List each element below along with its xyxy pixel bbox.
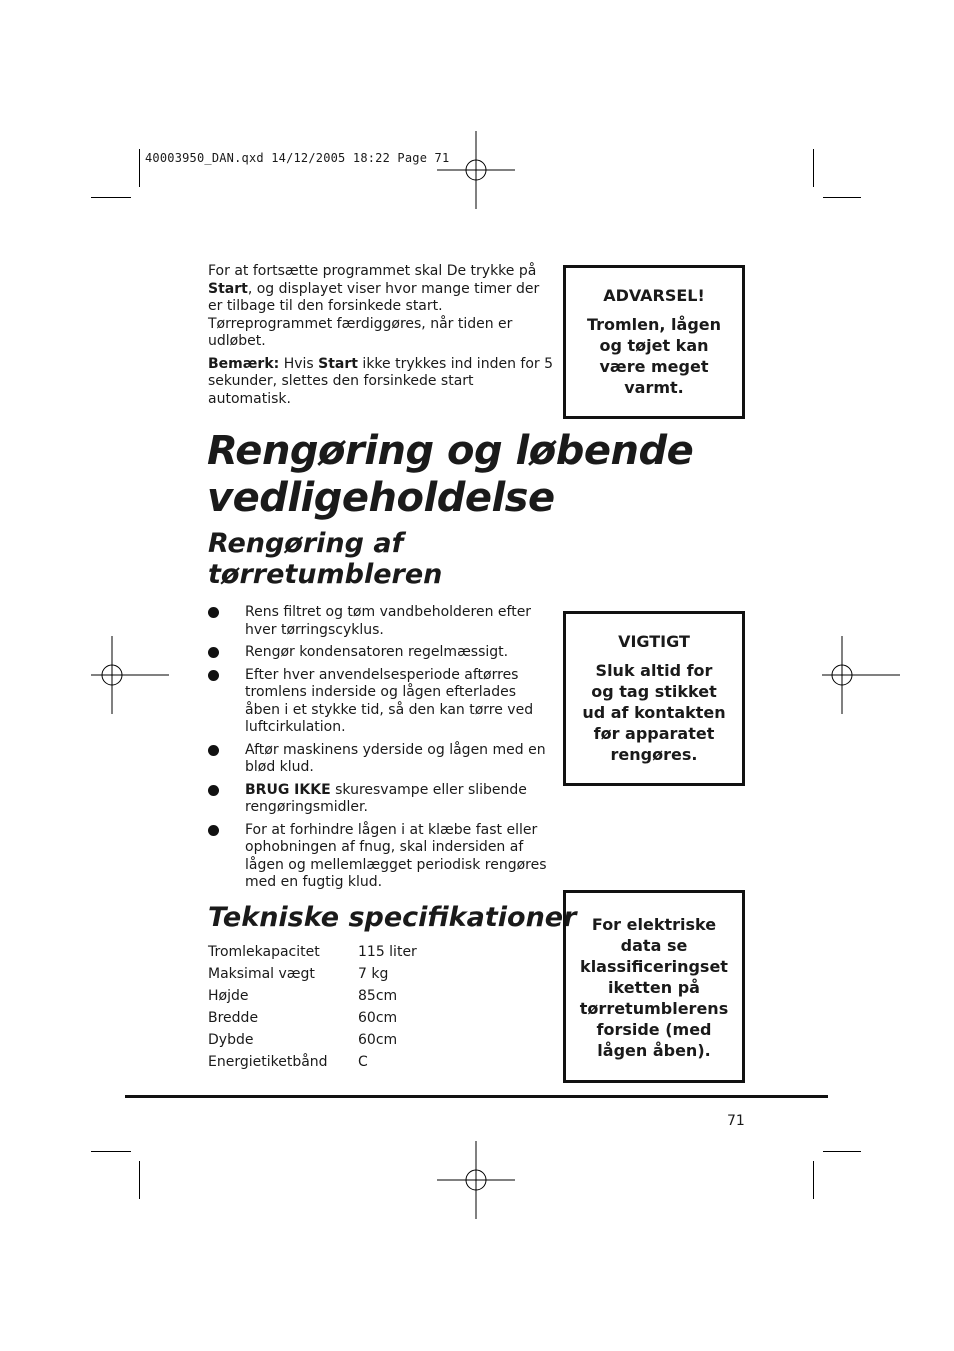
section-heading-cleaning — [208, 528, 442, 590]
spec-label: Tromlekapacitet — [208, 944, 320, 960]
spec-label: Bredde — [208, 1010, 259, 1026]
electric-data-box — [563, 890, 745, 1083]
crop-mark — [823, 1151, 861, 1152]
text-run: Rens filtret og tøm vandbeholderen efter hver tørringscyklus. — [245, 604, 532, 638]
spec-label: Højde — [208, 988, 249, 1004]
text-run: For at fortsætte programmet skal De trykke på — [208, 263, 537, 279]
print-slug: 40003950_DAN.qxd 14/12/2005 18:22 Page 71 — [145, 151, 450, 165]
registration-mark-bottom-icon — [437, 1141, 515, 1219]
list-item — [208, 742, 553, 777]
text-run: skuresvampe eller slibende rengøringsmidler. — [245, 781, 527, 815]
crop-mark — [813, 149, 814, 187]
page-number: 71 — [727, 1113, 745, 1129]
note-label: Bemærk: — [208, 355, 280, 372]
list-item — [208, 604, 553, 639]
text-run: ikke trykkes ind inden for 5 sekunder, slettes den forsinkede start automatisk. — [208, 355, 553, 407]
specs-table — [208, 944, 417, 1076]
crop-mark — [813, 1161, 814, 1199]
list-item — [208, 644, 553, 662]
spec-label: Maksimal vægt — [208, 966, 315, 982]
spec-value: 85cm — [358, 988, 398, 1004]
bullet-icon — [208, 745, 219, 756]
spec-value: 7 kg — [358, 966, 389, 982]
warning-box — [563, 265, 745, 419]
text-run: , og displayet viser hvor mange timer der er tilbage til den forsinkede start. Tørreprogrammet færdiggøres, når tiden er udløbet. — [208, 280, 540, 349]
crop-mark — [91, 1151, 131, 1152]
list-item — [208, 667, 553, 737]
bullet-icon — [208, 785, 219, 796]
registration-mark-right-icon — [822, 636, 900, 714]
warning-heading: ADVARSEL! — [603, 286, 705, 305]
table-row — [208, 1010, 417, 1032]
text-run: Aftør maskinens yderside og lågen med en blød klud. — [245, 741, 546, 775]
electric-data-text: For elektriske data se klassificeringsetiketten på tørretumblerens forside (med lågen åben). — [579, 915, 729, 1060]
warning-text: Tromlen, lågen og tøjet kan være meget varmt. — [586, 315, 722, 397]
spec-value: 115 liter — [358, 944, 417, 960]
page-title — [207, 428, 693, 522]
intro-text — [208, 263, 553, 413]
bold-run: BRUG IKKE — [245, 781, 331, 798]
title-line: Rengøring og løbende — [207, 428, 694, 474]
table-row — [208, 988, 417, 1010]
crop-mark — [139, 1161, 140, 1199]
spec-value: 60cm — [358, 1010, 398, 1026]
heading-line: tørretumbleren — [208, 559, 443, 590]
bullet-icon — [208, 825, 219, 836]
cleaning-list — [208, 604, 553, 897]
intro-paragraph — [208, 263, 553, 351]
heading-line: Rengøring af — [208, 528, 404, 559]
crop-mark — [139, 149, 140, 187]
table-row — [208, 966, 417, 988]
table-row — [208, 1054, 417, 1076]
table-row — [208, 944, 417, 966]
list-item — [208, 782, 553, 817]
list-item — [208, 822, 553, 892]
bullet-icon — [208, 607, 219, 618]
text-run: Efter hver anvendelsesperiode aftørres tromlens inderside og lågen efterlades åben i et stykke tid, så den kan tørre ved luftcirkulation. — [245, 666, 534, 735]
spec-label: Dybde — [208, 1032, 254, 1048]
bullet-icon — [208, 647, 219, 658]
important-box — [563, 611, 745, 786]
start-keyword: Start — [318, 355, 358, 372]
spec-value: 60cm — [358, 1032, 398, 1048]
text-run: For at forhindre lågen i at klæbe fast eller ophobningen af fnug, skal indersiden af lågen og mellemlægget periodisk rengøres med en fugtig klud. — [245, 821, 547, 890]
table-row — [208, 1032, 417, 1054]
title-line: vedligeholdelse — [207, 475, 555, 521]
spec-label: Energietiketbånd — [208, 1054, 328, 1070]
important-text: Sluk altid for og tag stikket ud af kontakten før apparatet rengøres. — [582, 661, 726, 764]
section-heading-specs: Tekniske specifikationer — [208, 902, 577, 933]
text-run: Hvis — [279, 355, 319, 372]
text-run: Rengør kondensatoren regelmæssigt. — [245, 644, 509, 660]
crop-mark — [823, 197, 861, 198]
crop-mark — [91, 197, 131, 198]
note-paragraph — [208, 356, 553, 409]
registration-mark-top-icon — [437, 131, 515, 209]
registration-mark-left-icon — [91, 636, 169, 714]
spec-value: C — [358, 1054, 368, 1070]
bullet-icon — [208, 670, 219, 681]
start-keyword: Start — [208, 280, 248, 297]
important-heading: VIGTIGT — [618, 632, 690, 651]
footer-rule — [125, 1095, 828, 1098]
